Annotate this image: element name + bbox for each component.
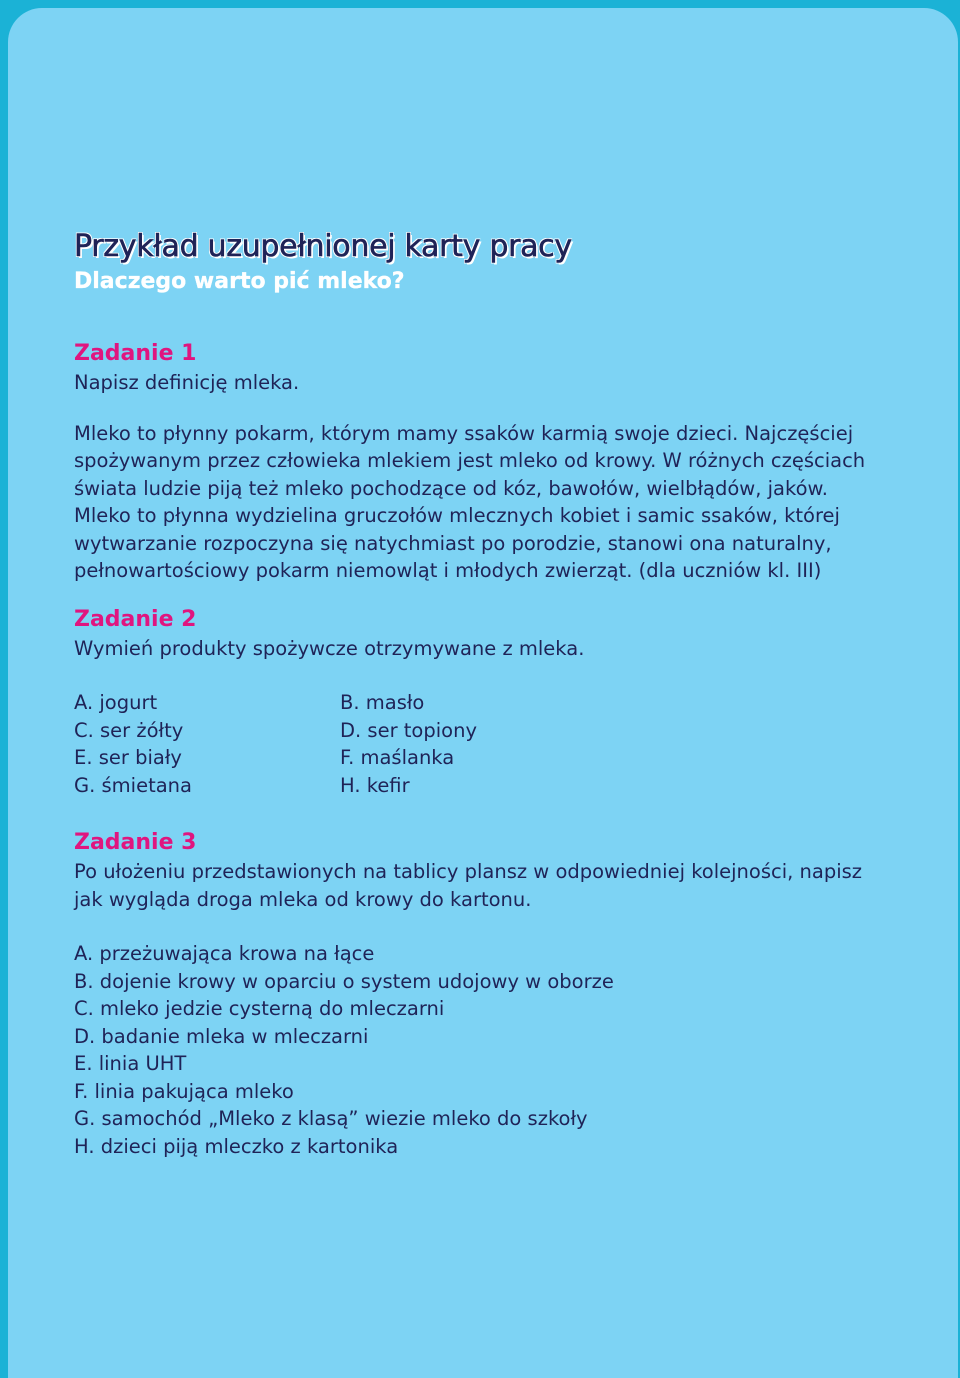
product-item: H. kefir [340, 773, 410, 797]
task-2-heading: Zadanie 2 [74, 606, 197, 632]
task-3-section [74, 828, 894, 1160]
task-2-section [74, 605, 894, 800]
answer-line: wytwarzanie rozpoczyna się natychmiast po porodzie, stanowi ona naturalny, [74, 531, 832, 555]
answer-line: Mleko to płynna wydzielina gruczołów mlecznych kobiet i samic ssaków, której [74, 504, 840, 527]
task-3-instruction-line: jak wygląda droga mleka od krowy do kartonu. [74, 887, 532, 911]
step-item: C. mleko jedzie cysterną do mleczarni [74, 997, 445, 1020]
page-title: Przykład uzupełnionej karty pracy [74, 229, 572, 264]
worksheet-card [8, 8, 958, 1378]
milk-journey-steps [74, 940, 894, 1160]
task-2-instruction: Wymień produkty spożywcze otrzymywane z mleka. [74, 636, 585, 660]
task-1-heading: Zadanie 1 [74, 341, 197, 366]
task-1-answer [74, 420, 894, 585]
step-item: H. dzieci piją mleczko z kartonika [74, 1134, 399, 1158]
answer-line: pełnowartościowy pokarm niemowląt i młodych zwierząt. (dla uczniów kl. III) [74, 559, 822, 582]
task-1-section [74, 339, 894, 585]
product-item: F. maślanka [340, 746, 455, 769]
product-item: G. śmietana [74, 773, 192, 797]
answer-line: świata ludzie piją też mleko pochodzące od kóz, bawołów, wielbłądów, jaków. [74, 476, 828, 500]
worksheet-content [74, 229, 894, 1160]
step-item: F. linia pakująca mleko [74, 1079, 294, 1103]
task-1-instruction: Napisz definicję mleka. [74, 371, 300, 394]
step-item: E. linia UHT [74, 1052, 187, 1075]
product-item: E. ser biały [74, 746, 182, 769]
task-3-instruction-line: Po ułożeniu przedstawionych na tablicy plansz w odpowiedniej kolejności, napisz [74, 860, 863, 883]
step-item: G. samochód „Mleko z klasą” wiezie mleko do szkoły [74, 1107, 588, 1130]
task-3-heading: Zadanie 3 [74, 830, 197, 855]
step-item: B. dojenie krowy w oparciu o system udojowy w oborze [74, 969, 614, 993]
product-item: C. ser żółty [74, 718, 184, 742]
product-item: D. ser topiony [340, 718, 477, 742]
answer-line: Mleko to płynny pokarm, którym mamy ssaków karmią swoje dzieci. Najczęściej [74, 421, 854, 445]
step-item: A. przeżuwająca krowa na łące [74, 942, 375, 965]
product-item: B. masło [340, 691, 425, 714]
product-item: A. jogurt [74, 691, 158, 714]
step-item: D. badanie mleka w mleczarni [74, 1024, 369, 1048]
page-subtitle: Dlaczego warto pić mleko? [74, 269, 405, 294]
answer-line: spożywanym przez człowieka mlekiem jest mleko od krowy. W różnych częściach [74, 449, 866, 472]
product-list [74, 689, 894, 799]
